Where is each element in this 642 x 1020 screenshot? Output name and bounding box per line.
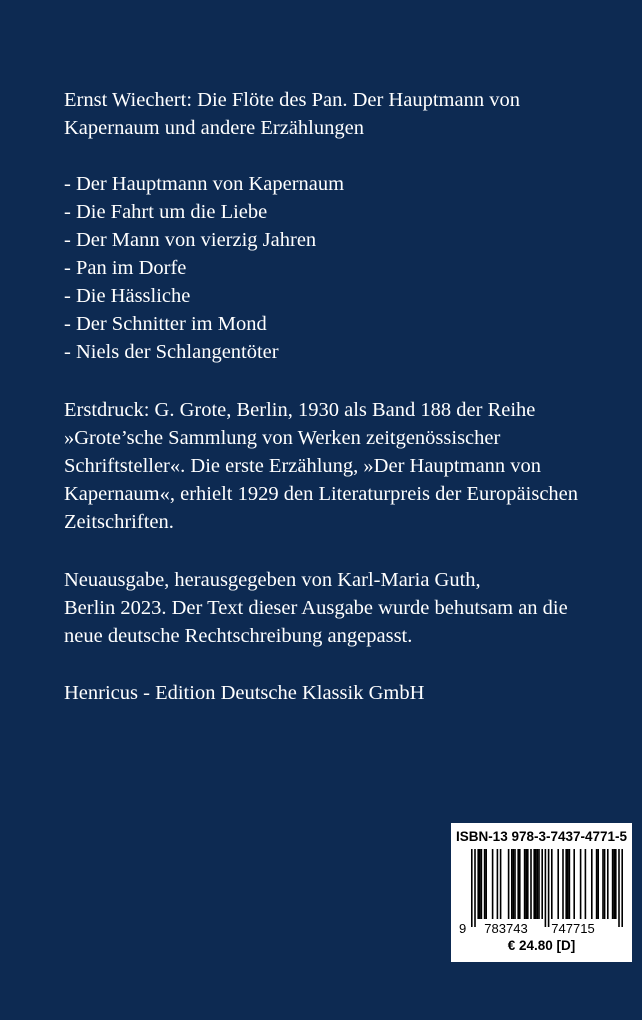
barcode-bar	[474, 849, 476, 927]
title-line: Kapernaum und andere Erzählungen	[64, 117, 364, 139]
barcode-bar	[477, 849, 479, 919]
text-line: Berlin 2023. Der Text dieser Ausgabe wurde behutsam an die	[64, 597, 568, 619]
publisher	[64, 679, 424, 707]
barcode-bar	[535, 849, 537, 919]
barcode-bar	[621, 849, 623, 927]
barcode-bar	[500, 849, 502, 919]
barcode-bar	[524, 849, 526, 919]
barcode-bar	[580, 849, 582, 919]
price: € 24.80 [D]	[507, 938, 576, 953]
isbn-number: ISBN-13 978-3-7437-4771-5	[455, 829, 628, 844]
barcode-bar	[513, 849, 515, 919]
barcode-bar	[604, 849, 606, 919]
publisher-name: Henricus - Edition Deutsche Klassik GmbH	[64, 682, 425, 704]
barcode-bar	[613, 849, 615, 919]
contents-item: - Der Schnitter im Mond	[64, 313, 267, 335]
title-line: Ernst Wiechert: Die Flöte des Pan. Der Hauptmann von	[64, 89, 520, 111]
isbn-label	[451, 823, 632, 962]
barcode-bar	[479, 849, 481, 919]
barcode-bar	[481, 849, 483, 919]
barcode-bar	[585, 849, 587, 919]
text-line: Neuausgabe, herausgegeben von Karl-Maria Guth,	[64, 569, 481, 591]
barcode	[457, 849, 625, 935]
table-of-contents	[64, 170, 344, 366]
text-line: Schriftsteller«. Die erste Erzählung, »Der Hauptmann von	[64, 455, 542, 477]
contents-item: - Niels der Schlangentöter	[64, 341, 279, 363]
barcode-bar	[596, 849, 598, 919]
barcode-bar	[591, 849, 593, 919]
barcode-bars	[471, 849, 623, 927]
barcode-bar	[618, 849, 620, 927]
barcode-bar	[567, 849, 569, 919]
barcode-bar	[573, 849, 575, 919]
book-title	[64, 86, 584, 142]
barcode-bar	[548, 849, 550, 927]
barcode-bar	[485, 849, 487, 919]
barcode-bar	[551, 849, 553, 919]
barcode-bar	[597, 849, 599, 919]
barcode-bar	[538, 849, 540, 919]
text-line: »Grote’sche Sammlung von Werken zeitgenössischer	[64, 427, 501, 449]
barcode-bar	[492, 849, 494, 919]
contents-item: - Die Fahrt um die Liebe	[64, 201, 268, 223]
barcode-bar	[525, 849, 527, 919]
contents-item: - Der Mann von vierzig Jahren	[64, 229, 317, 251]
text-line: Zeitschriften.	[64, 511, 174, 533]
barcode-bar	[562, 849, 564, 919]
barcode-bar	[615, 849, 617, 919]
barcode-bar	[517, 849, 519, 919]
barcode-bar	[519, 849, 521, 919]
barcode-bar	[607, 849, 609, 919]
barcode-bar	[471, 849, 473, 927]
barcode-bar	[602, 849, 604, 919]
barcode-bar	[527, 849, 529, 919]
barcode-bar	[565, 849, 567, 919]
barcode-bar	[557, 849, 559, 919]
barcode-bar	[530, 849, 532, 919]
text-line: neue deutsche Rechtschreibung angepasst.	[64, 625, 413, 647]
text-line: Kapernaum«, erhielt 1929 den Literaturpreis der Europäischen	[64, 483, 579, 505]
edition-note	[64, 566, 568, 650]
barcode-digits-left: 783743	[484, 921, 528, 935]
barcode-bar	[511, 849, 513, 919]
barcode-bar	[569, 849, 571, 919]
text-line: Erstdruck: G. Grote, Berlin, 1930 als Band 188 der Reihe	[64, 399, 536, 421]
barcode-digits-right: 747715	[551, 921, 595, 935]
barcode-bar	[497, 849, 499, 919]
barcode-bar	[545, 849, 547, 927]
barcode-bar	[537, 849, 539, 919]
barcode-digit-first: 9	[459, 921, 467, 935]
barcode-bar	[508, 849, 510, 919]
contents-item: - Die Hässliche	[64, 285, 191, 307]
first-print-note	[64, 396, 578, 536]
contents-item: - Pan im Dorfe	[64, 257, 187, 279]
barcode-bar	[533, 849, 535, 919]
contents-item: - Der Hauptmann von Kapernaum	[64, 173, 345, 195]
barcode-bar	[541, 849, 543, 919]
barcode-bar	[514, 849, 516, 919]
barcode-bar	[484, 849, 486, 919]
barcode-bar	[612, 849, 614, 919]
